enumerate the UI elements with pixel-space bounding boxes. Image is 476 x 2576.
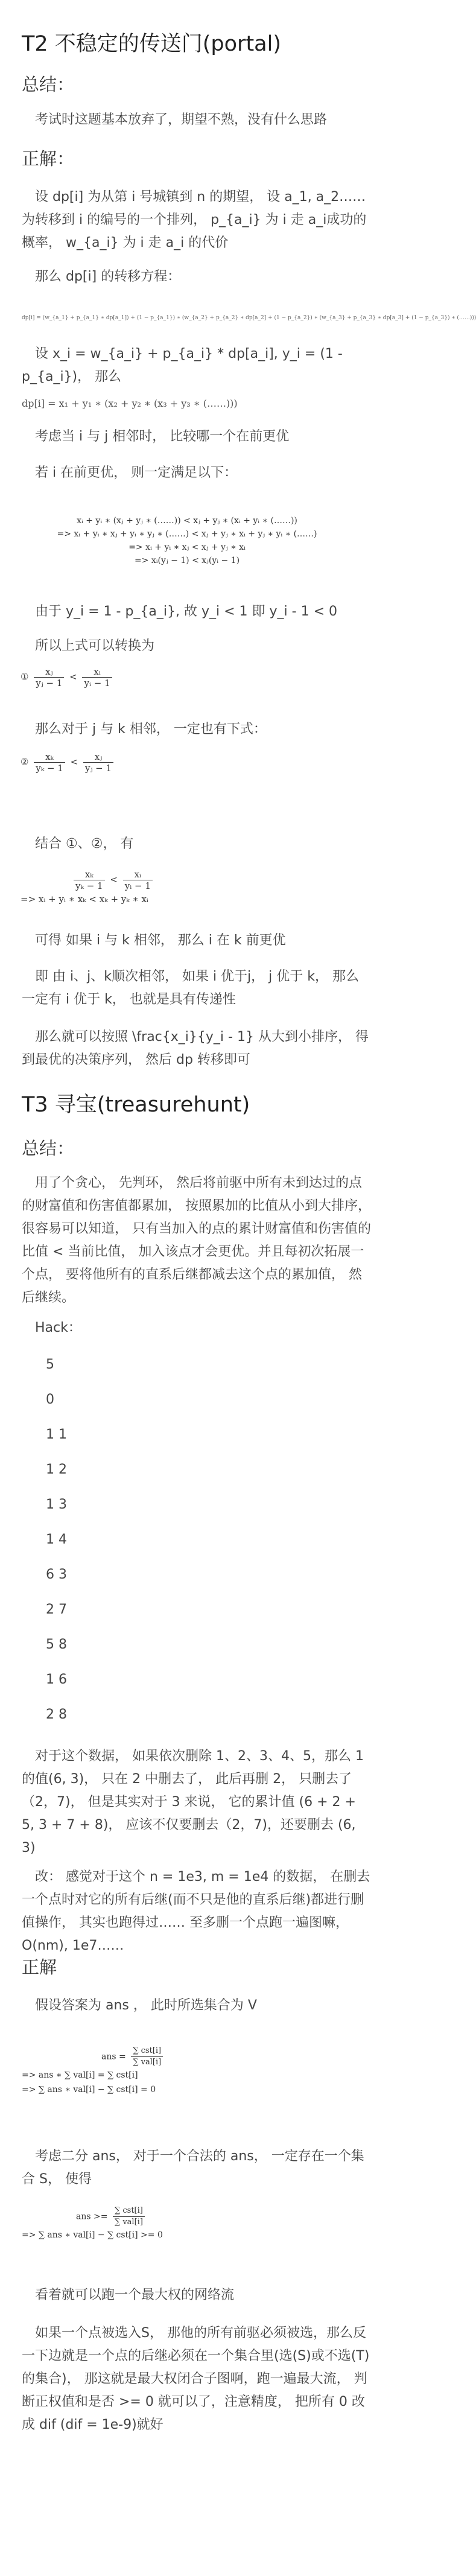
fraction: $\frac{\text{xᵢ}}{\text{yᵢ − 1}}$ (82, 666, 112, 689)
t3-solution-heading: 正解 (22, 1957, 57, 1977)
hack-line: 1 2 (46, 1462, 67, 1477)
t3-paragraph-gai: 改： 感觉对于这个 n = 1e3, m = 1e4 的数据， 在删去一个点时对它的所有后继(而不只是他的直系后继)都进行删值操作， 其实也跑得过…… 至多删一个点跑一遍图嘛， O(nm), 1e7…… (22, 1869, 370, 1953)
circled-two-mark: ② (21, 756, 29, 768)
t2-equation-long: dp[i] = (w_{a_1} + p_{a_1} ∗ dp[a_1]) + (1 − p_{a_1}) ∗ (w_{a_2} + p_{a_2} ∗ dp[a_2] + (1 − p_{a_2}) ∗ (w_{a_3} + p_{a_3} ∗ dp[a_3] + (1 − p_{a_3}) ∗ (……))) (22, 315, 476, 321)
t3-solution-paragraph-1: 假设答案为 ans ， 此时所选集合为 V (35, 1998, 257, 2013)
fraction: $\frac{\text{xₖ}}{\text{yₖ − 1}}$ (74, 869, 105, 891)
t3-solution-paragraph-4: 如果一个点被选入S， 那他的所有前驱必须被选，那么反一下边就是一个点的后继必须在一个集合里(选(S)或不选(T)的集合)， 那这就是最大权闭合子图啊，跑一遍最大流， 判断正权值和是否 >= 0 就可以了，注意精度， 把所有 0 改成 dif (dif = 1e-9)就好 (22, 2326, 370, 2432)
t2-summary-heading: 总结： (22, 74, 75, 95)
t3-equation-ans-2: ans >= $\frac{\text{∑ cst[i]}}{\text{∑ val[i]}}$ => ∑ ans ∗ val[i] − ∑ cst[i] >= 0 (22, 2206, 372, 2242)
fraction: $\frac{\text{∑ cst[i]}}{\text{∑ val[i]}}$ (113, 2206, 145, 2228)
hack-line: 1 3 (46, 1497, 67, 1512)
t2-equation-dp: dp[i] = x₁ + y₁ ∗ (x₂ + y₂ ∗ (x₃ + y₃ ∗ (……))) (22, 398, 238, 409)
t2-solution-heading: 正解： (22, 148, 75, 169)
t2-eq-line: xᵢ + yᵢ ∗ (xⱼ + yⱼ ∗ (……)) < xⱼ + yⱼ ∗ (xᵢ + yᵢ ∗ (……)) (77, 516, 297, 526)
hack-line: 5 8 (46, 1637, 67, 1652)
t3-eq-line: => ans ∗ ∑ val[i] = ∑ cst[i] (22, 2070, 138, 2080)
hack-line: 6 3 (46, 1567, 67, 1582)
circled-one-mark: ① (21, 671, 29, 682)
t2-paragraph-11: 即 由 i、j、k顺次相邻， 如果 i 优于j， j 优于 k， 那么一定有 i 优于 k， 也就是具有传递性 (22, 969, 359, 1007)
t2-paragraph-2: 那么 dp[i] 的转移方程： (35, 269, 181, 284)
t2-inequality-3: $\frac{\text{xₖ}}{\text{yₖ − 1}}$ < $\frac{\text{xᵢ}}{\text{yᵢ − 1}}$ => xᵢ + yᵢ ∗ xₖ < xₖ + yₖ ∗ xᵢ (21, 869, 370, 905)
hack-line: 2 7 (46, 1602, 67, 1617)
t3-eq-line: => ∑ ans ∗ val[i] − ∑ cst[i] = 0 (22, 2085, 156, 2094)
t2-eq-line: => xᵢ + yᵢ ∗ xₖ < xₖ + yₖ ∗ xᵢ (21, 894, 148, 905)
fraction: $\frac{\text{xᵢ}}{\text{yᵢ − 1}}$ (123, 869, 153, 891)
t3-summary-heading: 总结： (22, 1138, 75, 1159)
t3-title: T3 寻宝(treasurehunt) (22, 1093, 250, 1117)
t2-paragraph-12: 那么就可以按照 \frac{x_i}{y_i - 1} 从大到小排序， 得到最优的决策序列， 然后 dp 转移即可 (22, 1029, 369, 1067)
t2-paragraph-9: 结合 ①、②， 有 (35, 836, 134, 851)
t2-paragraph-7: 所以上式可以转换为 (35, 638, 155, 654)
t3-equation-ans-1: ans = $\frac{\text{∑ cst[i]}}{\text{∑ val[i]}}$ => ans ∗ ∑ val[i] = ∑ cst[i] => ∑ ans ∗ val[i] − ∑ cst[i] = 0 (22, 2046, 372, 2097)
t3-eq-line: => ∑ ans ∗ val[i] − ∑ cst[i] >= 0 (22, 2230, 163, 2240)
t2-paragraph-1: 设 dp[i] 为从第 i 号城镇到 n 的期望， 设 a_1, a_2……为转移到 i 的编号的一个排列， p_{a_i} 为 i 走 a_i成功的概率， w_{a_i} 为 i 走 a_i 的代价 (22, 189, 367, 250)
hack-line: 2 8 (46, 1707, 67, 1722)
hack-line: 1 6 (46, 1672, 67, 1687)
t2-equation-block-1 (18, 514, 356, 567)
fraction: $\frac{\text{xⱼ}}{\text{yⱼ − 1}}$ (83, 751, 113, 774)
t3-solution-paragraph-2: 考虑二分 ans， 对于一个合法的 ans， 一定存在一个集合 S， 使得 (22, 2149, 364, 2187)
t2-paragraph-3: 设 x_i = w_{a_i} + p_{a_i} * dp[a_i], y_i = (1 - p_{a_i})， 那么 (22, 346, 343, 384)
fraction: $\frac{\text{∑ cst[i]}}{\text{∑ val[i]}}$ (131, 2046, 163, 2068)
fraction: $\frac{\text{xⱼ}}{\text{yⱼ − 1}}$ (34, 666, 64, 689)
t2-summary-text: 考试时这题基本放弃了，期望不熟，没有什么思路 (35, 112, 328, 127)
t2-title: T2 不稳定的传送门(portal) (22, 32, 281, 56)
t2-eq-line: => xᵢ(yⱼ − 1) < xⱼ(yᵢ − 1) (134, 556, 240, 565)
t2-paragraph-4: 考虑当 i 与 j 相邻时， 比较哪一个在前更优 (35, 429, 290, 444)
hack-line: 5 (46, 1357, 54, 1372)
t2-paragraph-8: 那么对于 j 与 k 相邻， 一定也有下式： (35, 722, 267, 737)
hack-line: 1 4 (46, 1532, 67, 1547)
t2-paragraph-10: 可得 如果 i 与 k 相邻， 那么 i 在 k 前更优 (35, 933, 286, 948)
t2-paragraph-6: 由于 y_i = 1 - p_{a_i}, 故 y_i < 1 即 y_i - 1 < 0 (35, 604, 338, 619)
t3-paragraph-after-hack: 对于这个数据， 如果依次删除 1、2、3、4、5，那么 1 的值(6, 3)， 只在 2 中删去了， 此后再删 2， 只删去了（2，7)， 但是其实对于 3 来说， 它的累计值 (6 + 2 + 5, 3 + 7 + 8)， 应该不仅要删去（2，7)，还要删去 (6, 3) (22, 1749, 364, 1856)
t3-hack-label: Hack： (35, 1320, 81, 1335)
t2-eq-line: => xᵢ + yᵢ ∗ xⱼ < xⱼ + yⱼ ∗ xᵢ (129, 542, 246, 552)
t2-inequality-2: ② $\frac{\text{xₖ}}{\text{yₖ − 1}}$ < $\frac{\text{xⱼ}}{\text{yⱼ − 1}}$ (21, 751, 370, 774)
hack-line: 1 1 (46, 1427, 67, 1442)
t3-summary-text: 用了个贪心， 先判环， 然后将前驱中所有未到达过的点的财富值和伤害值都累加， 按照累加的比值从小到大排序， 很容易可以知道， 只有当加入的点的累计财富值和伤害值的比值 < 当前比值， 加入该点才会更优。并且每初次拓展一个点， 要将他所有的直系后继都减去这个点的累加值， 然后继续。 (22, 1175, 371, 1305)
t2-eq-line: => xᵢ + yᵢ ∗ xⱼ + yᵢ ∗ yⱼ ∗ (……) < xⱼ + yⱼ ∗ xᵢ + yⱼ ∗ yᵢ ∗ (……) (57, 529, 317, 539)
fraction: $\frac{\text{xₖ}}{\text{yₖ − 1}}$ (34, 751, 65, 774)
t2-paragraph-5: 若 i 在前更优， 则一定满足以下： (35, 465, 238, 480)
t3-solution-paragraph-3: 看着就可以跑一个最大权的网络流 (35, 2288, 235, 2303)
hack-line: 0 (46, 1392, 54, 1407)
t2-inequality-1: ① $\frac{\text{xⱼ}}{\text{yⱼ − 1}}$ < $\frac{\text{xᵢ}}{\text{yᵢ − 1}}$ (21, 666, 370, 689)
